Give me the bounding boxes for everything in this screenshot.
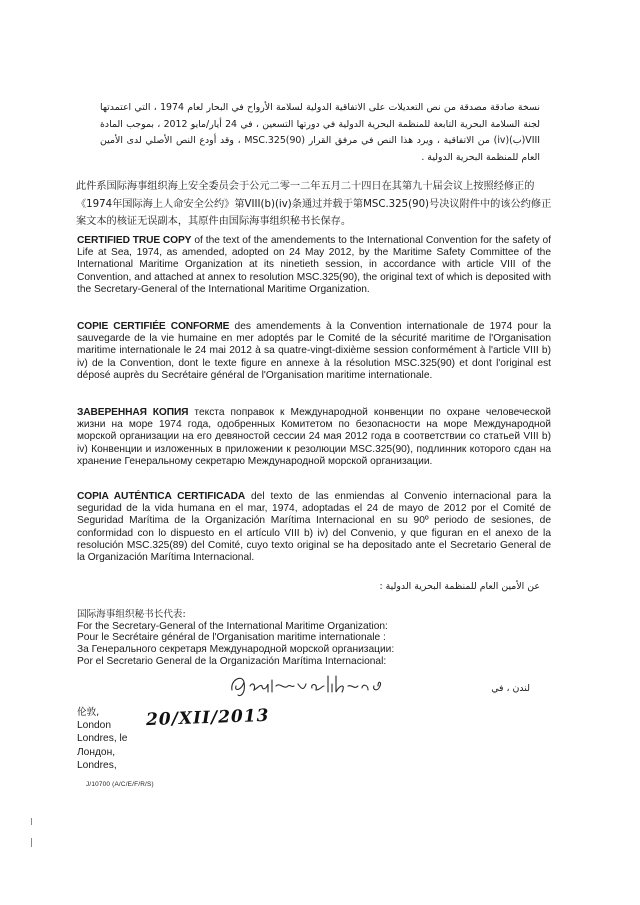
signatory-spanish: Por el Secretario General de la Organización Marítima Internacional: [77, 655, 387, 667]
place-english: London [77, 720, 111, 732]
arabic-certification-paragraph: نسخة صادقة مصدقة من نص التعديلات على الاتفاقية الدولية لسلامة الأرواح في البحار لعام 1974 ، التي اعتمدتها لجنة السلامة البحرية التابعة للمنظمة البحرية الدولية في دورتها التسعين ، في 24 أيار/مايو 2012 ، بموجب المادة VIII(ب)(iv) من الاتفاقية ، ويرد هذا النص في مرفق القرار (90)MSC.325 ، وقد أودع النص الأصلي لدى الأمين العام للمنظمة البحرية الدولية . [100, 102, 540, 163]
signatory-chinese: 国际海事组织秘书长代表: [77, 609, 186, 620]
reference-code: J/10700 (A/C/E/F/R/S) [86, 781, 154, 788]
place-french: Londres, le [77, 733, 128, 745]
signatory-french: Pour le Secrétaire général de l'Organisation maritime internationale : [77, 632, 386, 644]
english-lead: CERTIFIED TRUE COPY [77, 235, 192, 246]
russian-certification-paragraph [77, 407, 551, 468]
margin-mark [31, 838, 32, 847]
french-body: des amendements à la Convention internationale de 1974 pour la sauvegarde de la vie humaine en mer adoptés par le Comité de la sécurité maritime de l'Organisation maritime internationale le 24 mai 2012 à sa quatre-vingt-dixième session conformément à l'article VIII b) iv) de la Convention, dont le texte figure en annexe à la résolution MSC.325(90) et dont l'original est déposé auprès du Secrétaire général de l'Organisation maritime internationale. [77, 321, 551, 381]
spanish-certification-paragraph [77, 491, 551, 564]
place-spanish: Londres, [77, 759, 117, 771]
english-body: of the text of the amendements to the International Convention for the safety of Life at Sea, 1974, as amended, adopted on 24 May 2012, by the Maritime Safety Committee of the International Maritime Organization at its ninetieth session, in accordance with article VIII of the Convention, and attached at annex to resolution MSC.325(90), the original text of which is deposited with the Secretary-General of the International Maritime Organization. [77, 235, 551, 295]
place-chinese: 伦敦, [77, 707, 100, 718]
french-certification-paragraph [77, 321, 551, 382]
signatory-arabic: عن الأمين العام للمنظمة البحرية الدولية : [379, 581, 540, 592]
place-of-signature [77, 706, 127, 772]
handwritten-signature [228, 670, 388, 698]
russian-lead: ЗАВЕРЕННАЯ КОПИЯ [77, 407, 189, 418]
spanish-lead: COPIA AUTÉNTICA CERTIFICADA [77, 491, 246, 502]
place-russian: Лондон, [77, 746, 116, 758]
signatory-russian: За Генерального секретаря Международной морской организации: [77, 644, 395, 656]
signatory-english: For the Secretary-General of the International Maritime Organization: [77, 620, 388, 632]
margin-mark [31, 818, 32, 825]
russian-body: текста поправок к Международной конвенции по охране человеческой жизни на море 1974 года, одобренных Комитетом по безопасности на море Международной морской организации на его девяностой сессии 24 мая 2012 года в соответствии со статьей VIII b) iv) Конвенции и изложенных в приложении к резолюции MSC.325(90), подлинник которого сдан на хранение Генеральному секретарю Международной морской организации. [77, 407, 551, 467]
signatory-block [77, 609, 547, 668]
handwritten-date: 20/XII/2013 [145, 705, 270, 731]
chinese-certification-paragraph: 此件系国际海事组织海上安全委员会于公元二零一二年五月二十四日在其第九十届会议上按照经修正的《1974年国际海上人命安全公约》第VIII(b)(iv)条通过并载于第MSC.325(90)号决议附件中的该公约修正案文本的核证无误副本，其原件由国际海事组织秘书长保存。 [76, 181, 552, 227]
english-certification-paragraph [77, 235, 551, 296]
spanish-body: del texto de las enmiendas al Convenio internacional para la seguridad de la vida humana en el mar, 1974, adoptadas el 24 de mayo de 2012 por el Comité de Seguridad Marítima de la Organización Marítima Internacional en su 90º periodo de sesiones, de conformidad con lo dispuesto en el artículo VIII b) iv) del Convenio, y que figuran en el anexo de la resolución MSC.325(89) del Comité, cuyo texto original se ha depositado ante el Secretario General de la Organización Marítima Internacional. [77, 491, 551, 564]
french-lead: COPIE CERTIFIÉE CONFORME [77, 321, 230, 332]
place-arabic: لندن ، في [491, 683, 530, 694]
